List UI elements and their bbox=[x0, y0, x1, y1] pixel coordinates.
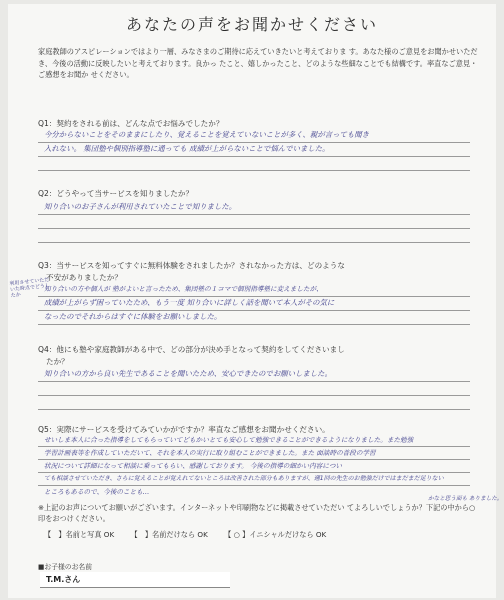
question-3-cont: 不安がありましたか？ bbox=[46, 273, 122, 282]
answer-3-line-3: なったのでそれからはすぐに体験をお願いしました。 bbox=[44, 312, 222, 321]
question-2: Q2：どうやって当サービスを知りましたか？ bbox=[38, 189, 194, 198]
handwritten-side-note: 利用させていただいた時点でどうしたか bbox=[9, 276, 51, 300]
intro-text: 家庭教師のアスピレーションではより一層、みなさまのご期待に応えていきたいと考えておりま す。あなた様のご意見をお聞かせいただき、今後の活動に反映したいと考えております。良かっ たこと、嬉しかったこと、どのような些細なことでも結構です。率直なご意見・ご感想をお聞か せください。 bbox=[38, 47, 478, 79]
answer-rule bbox=[38, 446, 470, 447]
page-title: あなたの声をお聞かせください bbox=[125, 15, 378, 34]
question-5: Q5：実際にサービスを受けてみていかがですか？率直なご感想をお聞かせください。 bbox=[38, 425, 330, 434]
option-name-and-photo[interactable]: 【 】名前と写真 OK bbox=[44, 530, 115, 539]
answer-rule bbox=[38, 296, 470, 297]
answer-rule bbox=[38, 142, 470, 143]
answer-5-margin-note: かなと思う面も ありました。 bbox=[428, 496, 503, 502]
answer-rule bbox=[38, 381, 470, 382]
question-1: Q1：契約をされる前は、どんな点でお悩みでしたか？ bbox=[38, 119, 224, 128]
answer-5-line-4: ても相談させていただき、さらに覚えることが覚えれてないところは改善された部分もありますが、週1回の先生のお勉強だけではまだまだ足りない bbox=[44, 475, 444, 482]
answer-rule bbox=[38, 395, 470, 396]
question-4: Q4：他にも塾や家庭教師がある中で、どの部分が決め手となって契約をしてくださいまし bbox=[38, 345, 345, 354]
consent-notice: ※上記のお声についてお願いがございます。インターネットや印刷物などに掲載させていただい てよろしいでしょうか？下記の中から○印をおつけください。 bbox=[38, 503, 476, 523]
answer-1-line-1: 今分からないことをそのままにしたり、覚えることを覚えていないことが多く、親が言っても聞き bbox=[44, 130, 370, 139]
answer-rule bbox=[38, 459, 470, 460]
option-initials-only[interactable]: 【 ○ 】イニシャルだけなら OK bbox=[224, 530, 327, 539]
answer-4-line-1: 知り合いの方から良い先生であることを聞いたため、安心できたのでお願いしました。 bbox=[44, 369, 332, 378]
answer-rule bbox=[38, 409, 470, 410]
answer-rule bbox=[38, 228, 470, 229]
answer-rule bbox=[38, 324, 470, 325]
answer-rule bbox=[38, 242, 470, 243]
answer-rule bbox=[38, 170, 470, 171]
answer-rule bbox=[38, 485, 470, 486]
answer-5-line-2: 学習計画表等を作成していただいて、それを本人の実行に取り組むことができました。また 面談時の普段の学習 bbox=[44, 449, 376, 457]
question-4-cont: たか？ bbox=[46, 357, 69, 366]
answer-5-line-3: 状況について詳細になって相談に乗ってもらい、感謝しております。 今後の指導の細かい内容につい bbox=[44, 462, 343, 470]
question-3: Q3：当サービスを知ってすぐに無料体験をされましたか？されなかった方は、どのような bbox=[38, 261, 345, 270]
answer-rule bbox=[38, 472, 470, 473]
child-name-field: T.M.さん bbox=[40, 572, 230, 588]
answer-3-line-2: 成績が上がらず困っていたため、もう一度 知り合いに詳しく話を聞いて本人がその気に bbox=[44, 298, 335, 307]
answer-1-line-2: 入れない。 集団塾や個別指導塾に通っても 成績が上がらないことで悩んでいました。 bbox=[44, 144, 330, 153]
consent-options bbox=[44, 530, 340, 540]
answer-rule bbox=[38, 310, 470, 311]
answer-3-line-1: 知り合いの方や個人が 塾がよいと言ったため、集団塾の１コマで個別指導塾に変えましたが、 bbox=[44, 285, 323, 293]
answer-rule bbox=[38, 214, 470, 215]
answer-5-line-1: せいしま本人に合った指導をしてもらっていてどもかいとても安心して勉強できることができるようになりました。また勉強 bbox=[44, 436, 414, 444]
survey-sheet bbox=[8, 4, 503, 598]
answer-5-line-5: ところもあるので、今後のことも… bbox=[44, 488, 150, 496]
answer-rule bbox=[38, 156, 470, 157]
option-name-only[interactable]: 【 】名前だけなら OK bbox=[130, 530, 208, 539]
child-name-label: ■お子様のお名前 bbox=[38, 563, 92, 571]
answer-2-line-1: 知り合いのお子さんが利用されていたことで知りました。 bbox=[44, 202, 237, 211]
